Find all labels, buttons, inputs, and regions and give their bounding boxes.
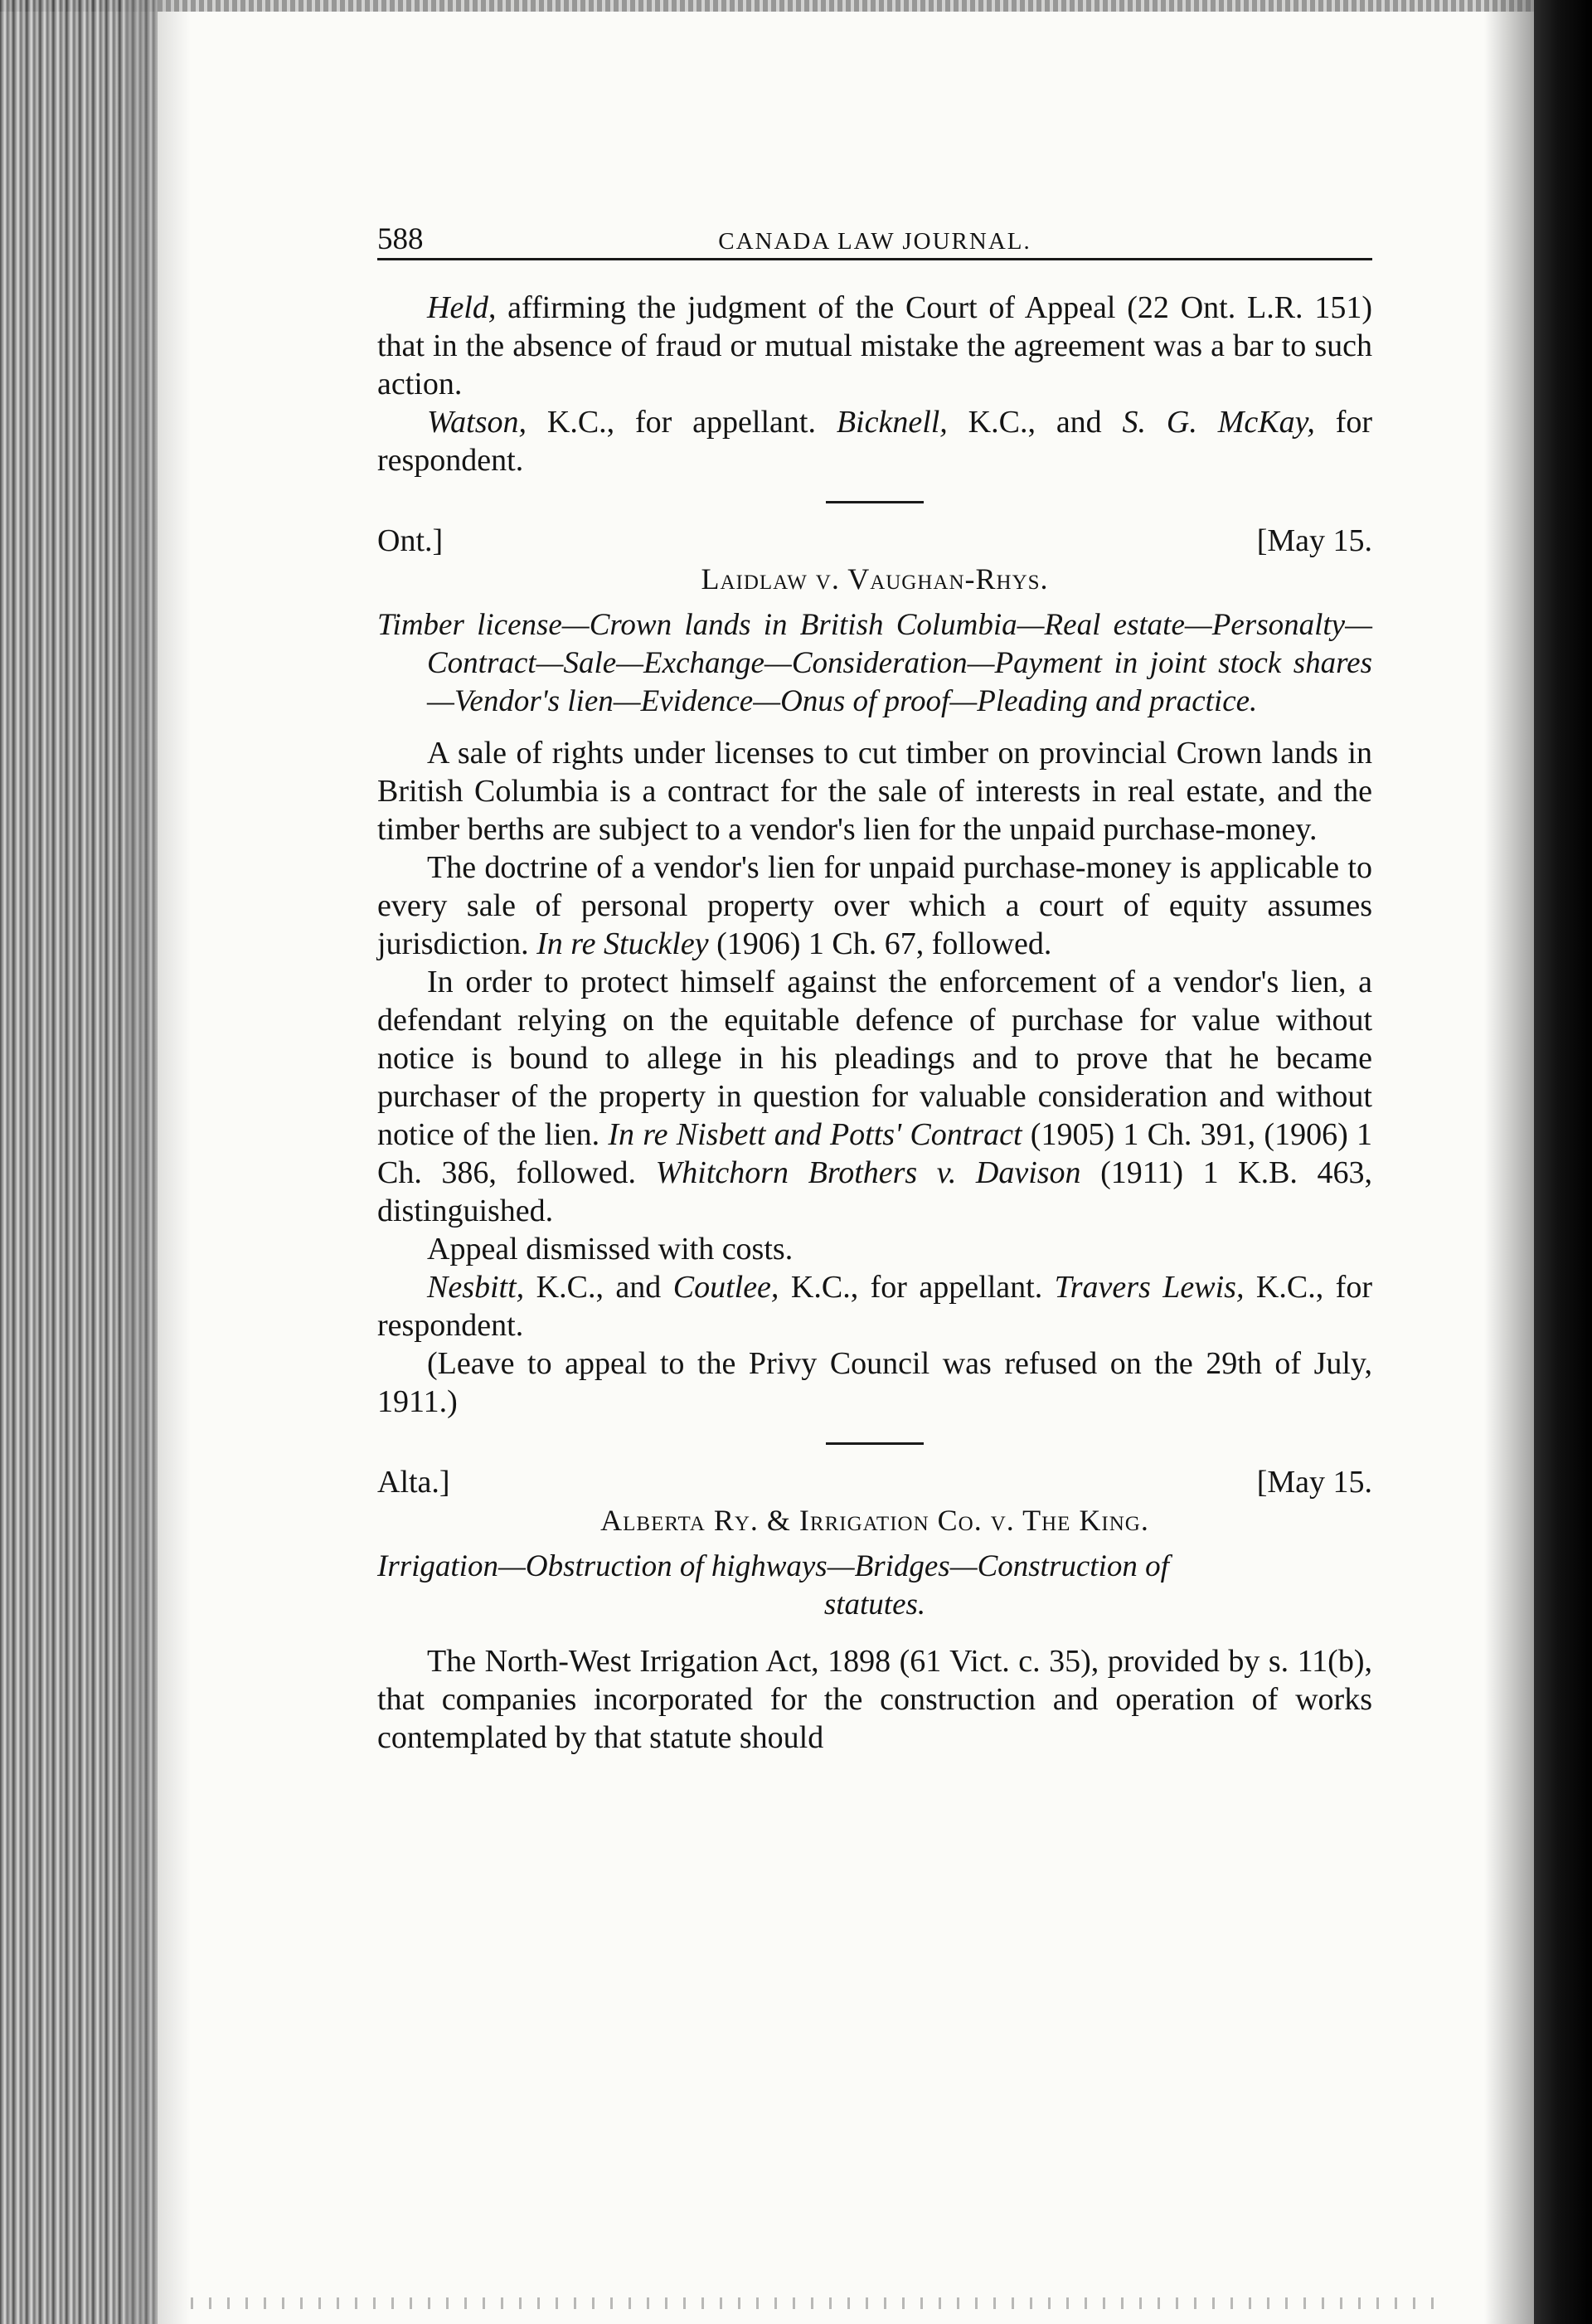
case-title: Laidlaw v. Vaughan-Rhys. (701, 562, 1049, 596)
case-alberta (377, 1463, 1372, 1757)
paragraph-text: In order to protect himself against the enforcement of a vendor's lien, a defendant relying on the equitable defence of purchase for value without notice is bound to allege in his pleadings and to prove that he became purchaser of the property in question for valuable consideration and without notice of the lien. (377, 965, 1372, 1152)
case-citation: Whitchorn Brothers v. Davison (655, 1155, 1081, 1190)
headnote-line: Irrigation—Obstruction of highways—Bridges—Construction of (377, 1549, 1169, 1583)
spine-shadow (124, 0, 191, 2324)
journal-page (377, 211, 1372, 1757)
page-number: 588 (377, 222, 424, 256)
paragraph-text: (1911) 1 K.B. 463, distinguished. (377, 1155, 1372, 1228)
headnote-line: statutes. (823, 1587, 926, 1621)
headnote: Timber license—Crown lands in British Columbia—Real estate—Personalty—Contract—Sale—Exchange—Consideration—Payment in joint stock shares—Vendor's lien—Evidence—Onus of proof—Pleading and practice. (377, 608, 1372, 718)
counsel-name: Travers Lewis, (1054, 1270, 1245, 1305)
counsel-name: Nesbitt, (427, 1270, 525, 1305)
counsel-text: for respondent. (377, 405, 1373, 478)
decision-date: [May 15. (1256, 523, 1372, 558)
disposition-paragraph: Appeal dismissed with costs. (427, 1232, 794, 1267)
counsel-text: K.C., for respondent. (377, 1270, 1372, 1343)
counsel-text: K.C., for appellant. (527, 405, 837, 440)
held-label: Held, (427, 290, 497, 325)
counsel-name: Coutlee, (672, 1270, 779, 1305)
counsel-text: K.C., and (524, 1270, 673, 1305)
prior-case-conclusion (377, 289, 1372, 479)
scan-top-edge (0, 0, 1592, 12)
paragraph-text: The doctrine of a vendor's lien for unpaid purchase-money is applicable to every sale of personal property over which a court of equity assumes jurisdiction. (377, 850, 1372, 961)
court-date-line (377, 1463, 1372, 1501)
right-page-shadow (1484, 0, 1534, 2324)
counsel-paragraph (377, 1268, 1372, 1344)
counsel-name: S. G. McKay, (1122, 405, 1315, 440)
decision-date: [May 15. (1256, 1465, 1372, 1500)
counsel-name: Bicknell, (836, 405, 948, 440)
paragraph-text: (1906) 1 Ch. 67, followed. (708, 926, 1052, 961)
headnote (377, 1548, 1372, 1624)
counsel-paragraph (377, 403, 1372, 479)
court-date-line (377, 522, 1372, 560)
holding-text: affirming the judgment of the Court of Appeal (22 Ont. L.R. 151) that in the absence of fraud or mutual mistake the agreement was a bar to such action. (377, 290, 1372, 401)
running-head (377, 211, 1372, 260)
counsel-name: Watson, (427, 405, 527, 440)
case-laidlaw (377, 522, 1372, 1421)
scan-bottom-edge (191, 2297, 1434, 2309)
paragraph-text: (1905) 1 Ch. 391, (1906) 1 Ch. 386, followed. (377, 1117, 1372, 1190)
body-paragraph (377, 848, 1372, 963)
journal-title: CANADA LAW JOURNAL. (718, 228, 1031, 255)
section-divider (826, 1442, 924, 1445)
case-citation: In re Stuckley (536, 926, 709, 961)
body-paragraph: The North-West Irrigation Act, 1898 (61 Vict. c. 35), provided by s. 11(b), that companies incorporated for the construction and operation of works contemplated by that statute should (377, 1644, 1372, 1755)
section-divider (826, 501, 924, 503)
body-paragraph: A sale of rights under licenses to cut timber on provincial Crown lands in British Columbia is a contract for the sale of interests in real estate, and the timber berths are subject to a vendor's lien for the unpaid purchase-money. (377, 736, 1372, 847)
case-citation: In re Nisbett and Potts' Contract (608, 1117, 1022, 1152)
court-label: Ont.] (377, 523, 444, 558)
leave-note: (Leave to appeal to the Privy Council was refused on the 29th of July, 1911.) (377, 1346, 1372, 1419)
counsel-text: K.C., and (947, 405, 1123, 440)
body-paragraph (377, 963, 1372, 1230)
case-title: Alberta Ry. & Irrigation Co. v. The King. (600, 1504, 1149, 1537)
right-book-edge (1534, 0, 1592, 2324)
holding-paragraph (377, 289, 1372, 403)
counsel-text: K.C., for appellant. (779, 1270, 1055, 1305)
court-label: Alta.] (377, 1465, 450, 1500)
